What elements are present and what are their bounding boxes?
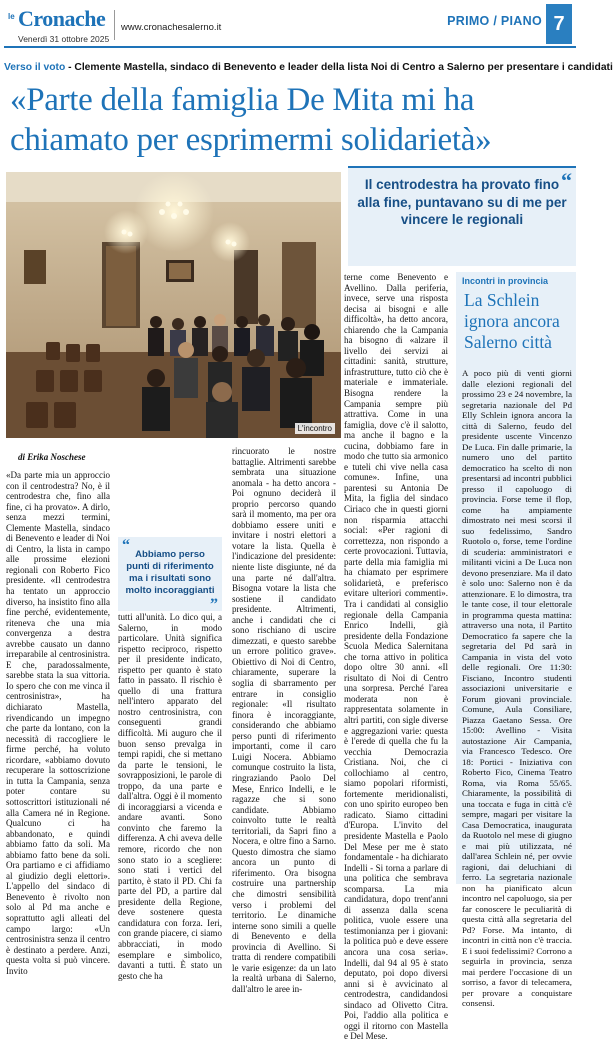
article-column-2 [118, 446, 222, 981]
kicker-text: - Clemente Mastella, sindaco di Benevento e leader della lista Noi di Centro a Salerno per presentare i candidati [65, 62, 613, 73]
pull-quote-box [348, 166, 576, 266]
header-divider [114, 10, 115, 40]
sidebar-title: La Schlein ignora ancora Salerno città [464, 290, 560, 352]
article-column-3 [232, 446, 336, 994]
quote-open-icon: “ [122, 537, 130, 554]
meeting-room-photo [6, 172, 341, 438]
article-photo [6, 172, 341, 438]
article-column-4 [344, 272, 448, 1042]
column-4-text: terne come Benevento e Avellino. Dalla periferia, invece, serve una risposta decisa ai bisogni e alle difficoltà», ha detto ancora, chiarendo che la Campania ha bisogno di «alzare il livello dei servizi ai cittadini: sanità, strutture, infrastrutture, tutto ciò che è materiale e immateriale. Bisogna rendere la Campania sempre più attrattiva. Come in una famiglia, dove c'è il salotto, ma anche il bagno e la cucina, dobbiamo fare in modo che tutto sia armonico e tuteli chi vive nella casa comune». Infine, una parentesi su Antonia De Mita, la figlia del sindaco Ciriaco che in questi giorni non risparmia attacchi social: «Per ragioni di correttezza, non rispondo a certe provocazioni. Tuttavia, parte della mia famiglia mi ha chiamato per esprimere solidarietà, e preferisco evitare ulteriori commenti». Tra i candidati al consiglio regionale della Campania Enrico Indelli, già presidente della Fondazione Scuola Medica Salernitana che torna attivo in politica dopo oltre 30 anni. «Il risultato di Noi di Centro una sorpresa. Perché l'area moderata non è rappresentata solamente in altri partiti, con sigle diverse e aggregazioni varie: questa è l'erede di quella che fu la vecchia Democrazia Cristiana. Noi, che ci collochiamo al centro, siamo popolari riformisti, fortemente meridionalisti, con uno spirito europeo ben radicato. Siamo cittadini d'Europa. L'invito del presidente Mastella e Paolo Del Mese per me è stato fondamentale - ha dichiarato Indelli - Si torna a parlare di una politica che sembrava scomparsa. La mia candidatura, dopo trent'anni di assenza dalla scena politica, vuole essere una testimonianza per i giovani: la politica può e deve essere ancora una cosa seria». Indelli, dal 94 al 95 è stato deputato, poi dopo diversi anni si è avvicinato al centrodestra, candidandosi sindaco ad Olivetto Citra. Poi, l'addio alla politica e oggi il ritorno con Mastella e Del Mese. [344, 272, 448, 1042]
sidebar-kicker: Incontri in provincia [462, 276, 549, 286]
quote-mark-icon: “ [561, 168, 572, 193]
mid-quote-text: Abbiamo perso punti di riferimento ma i risultati sono molto incoraggianti [125, 549, 215, 596]
column-3-text: rincuorato le nostre battaglie. Altrimenti sarebbe sembrata una situazione anomala - ha detto ancora - Poi ognuno deciderà il proprio percorso quando sarà il momento, ma per ora dobbiamo essere uniti e invitare i nostri elettori a votare la lista. Quella è l'indicazione del presidente: niente liste disgiunte, né da una parte né dall'altra. Bisogna votare la lista che sostiene il candidato presidente. Altrimenti, anche i candidati che ci sono rischiano di uscire dimezzati, e questo sarebbe un errore politico grave». Obiettivo di Noi di Centro, chiaramente, superare la soglia di sbarramento per entrare in consiglio regionale: «Il risultato finora è incoraggiante, considerando che abbiamo perso punti di riferimento importanti, come il caro Luigi Nocera. Abbiamo comunque costruito la lista, ringraziando Paolo Del Mese, Enrico Indelli, e le ragazze che si sono candidate. Abbiamo coinvolto tutte le realtà territoriali, da Sapri fino a Nocera, e oltre fino a Sarno. Questo dimostra che siamo ancora un punto di riferimento. Ora bisogna costruire una partnership che dimostri sensibilità verso i problemi del territorio. Le dinamiche interne sono simili a quelle di Benevento e della provincia di Avellino. Si tratta di rendere compatibili le varie esigenze: da un lato la realtà urbana di Salerno, dall'altro le aree in- [232, 446, 336, 994]
newspaper-logo[interactable] [4, 4, 114, 60]
site-url[interactable]: www.cronachesalerno.it [121, 22, 222, 33]
mid-quote-box [118, 537, 222, 611]
logo-prefix: le [8, 12, 15, 21]
pull-quote-text: Il centrodestra ha provato fino alla fine, puntavano su di me per vincere le regionali [357, 177, 567, 227]
column-2-text: tutti all'unità. Lo dico qui, a Salerno, in modo particolare. Unità significa rispetto reciproco, rispetto per il presidente indicato, rispetto per quanto è stato fatto in passato. Il rischio è quello di una frattura nell'intero apparato del nostro centrosinistra, con conseguenti grandi difficoltà. Mi auguro che il buon senso prevalga in tempi rapidi, che si mettano da parte le tensioni, le sovrapposizioni, le parole di troppo, da una parte e dall'altra. Oggi è il momento di incoraggiarsi a vicenda e andare avanti. Sono convinto che faremo la differenza. A chi aveva delle remore, ricordo che non sono stato io a scegliere: sono stati i vertici del partito, è stato il PD. Chi fa parte del PD, a partire dal presidente della Regione, deve sostenere questa candidatura con forza. Ieri, con grande piacere, ci siamo abbracciati, in modo esemplare e simbolico, davanti a tutti. È stato un gesto che ha [118, 446, 222, 981]
issue-date: Venerdì 31 ottobre 2025 [18, 34, 110, 44]
kicker-label: Verso il voto [4, 62, 66, 73]
photo-caption: L'incontro [295, 423, 335, 434]
logo-name: Cronache [18, 6, 106, 31]
sidebar-text: A poco più di venti giorni dalle elezioni regionali del prossimo 23 e 24 novembre, la segretaria nazionale del Pd Elly Schlein ignora ancora la città di Salerno, feudo del presidente uscente Vincenzo De Luca. Fin dalle primarie, la numero uno del partito democratico ha scelto di non presentarsi ad incontri pubblici presso il capoluogo di provincia. Forse teme il flop, come ha ampiamente dimostrato nei mesi scorsi il suo fedelissimo, Sandro Ruotolo o, forse, teme l'ordine di scuderia: amministratori e militanti vicini a De Luca non devono presenziare. Ma il dato è solo uno: Salerno non è da attenzionare. E lo dimostra, tra le tante cose, il tour elettorale in programma questa mattina: attraverso una nota, il Partito Democratico fa sapere che la segretaria del Pd sarà in Campania in vista del voto delle regionali. Ore 11:30: Fisciano, Incontro studenti associazioni universitarie e Forum giovani provinciale. Comune, Aula Consiliare, Piazza Gaetano Sessa. Ore 15:00: Avellino - Visita autostazione Air Campania, via Francesco Tedesco. Ore 18: Portici - Iniziativa con Roberto Fico, Cinema Teatro Roma, via Roma 55/65. Chiaramente, la possibilità di una toccata e fuga in città c'è sempre, magari per visitare la Casa Democratica, inaugurata da Ruotolo nel mese di giugno e mai più utilizzata, né dall'area Schlein né, per ovvie ragioni, dai deluchiani di ferro. La segretaria nazionale non ha pianificato alcun incontro nel capoluogo, sia per far conoscere le peculiarità di questa città alla segretaria del Pd? Forse. Ma intanto, di incontri in città non c'è traccia. E i suoi fedelissimi? Corrono a seguirla in provincia, senza mai perdere l'occasione di un sorriso, a favor di telecamera, per provare a conquistare consensi. [462, 368, 572, 1008]
article-kicker [4, 62, 613, 73]
quote-close-icon: ” [210, 596, 218, 613]
sidebar-article [456, 272, 576, 1008]
article-column-1 [6, 470, 110, 976]
article-headline: «Parte della famiglia De Mita mi ha chiamato per esprimermi solidarietà» [10, 82, 492, 158]
byline: di Erika Noschese [18, 452, 86, 462]
page-number: 7 [546, 4, 572, 44]
header-rule [4, 46, 576, 48]
masthead [0, 0, 580, 62]
section-label: PRIMO / PIANO [447, 14, 542, 28]
column-1-text: «Da parte mia un approccio con il centrodestra? No, è il centrodestra che, fino alla fine, ci ha provato». A dirlo, senza mezzi termini, Clemente Mastella, sindaco di Benevento e leader di Noi di Centro, la lista in campo alle prossime elezioni regionali con Roberto Fico presidente. «Il centrodestra ha tentato un approccio diverso, ha insistito fino alla fine perché, evidentemente, riteneva che una mia convergenza a destra avrebbe causato un danno irreparabile al centrosinistra. E che, paradossalmente, sarebbe stata la sua vittoria. Io spero che con me vinca il centrosinistra», ha dichiarato Mastella, rivendicando un impegno che parte da lontano, con la necessità di raccogliere le firme perché, ha voluto ricordare, «abbiamo dovuto recuperare la sottoscrizione in tutta la Campania, senza poter contare su sottoscrittori istituzionali né alla Camera né in Regione. Qualcuno ci ha abbandonato, e quindi abbiamo fatto da soli. Ma abbiamo fatto bene da soli. Ora partiamo e ci affidiamo al giudizio degli elettori». L'appello del sindaco di Benevento è rivolto non solo al Pd ma anche e soprattutto agli alleati del campo largo: «Un centrosinistra senza il centro è destinato a perdere. Anzi, questa volta si può vincere. Invito [6, 470, 110, 976]
